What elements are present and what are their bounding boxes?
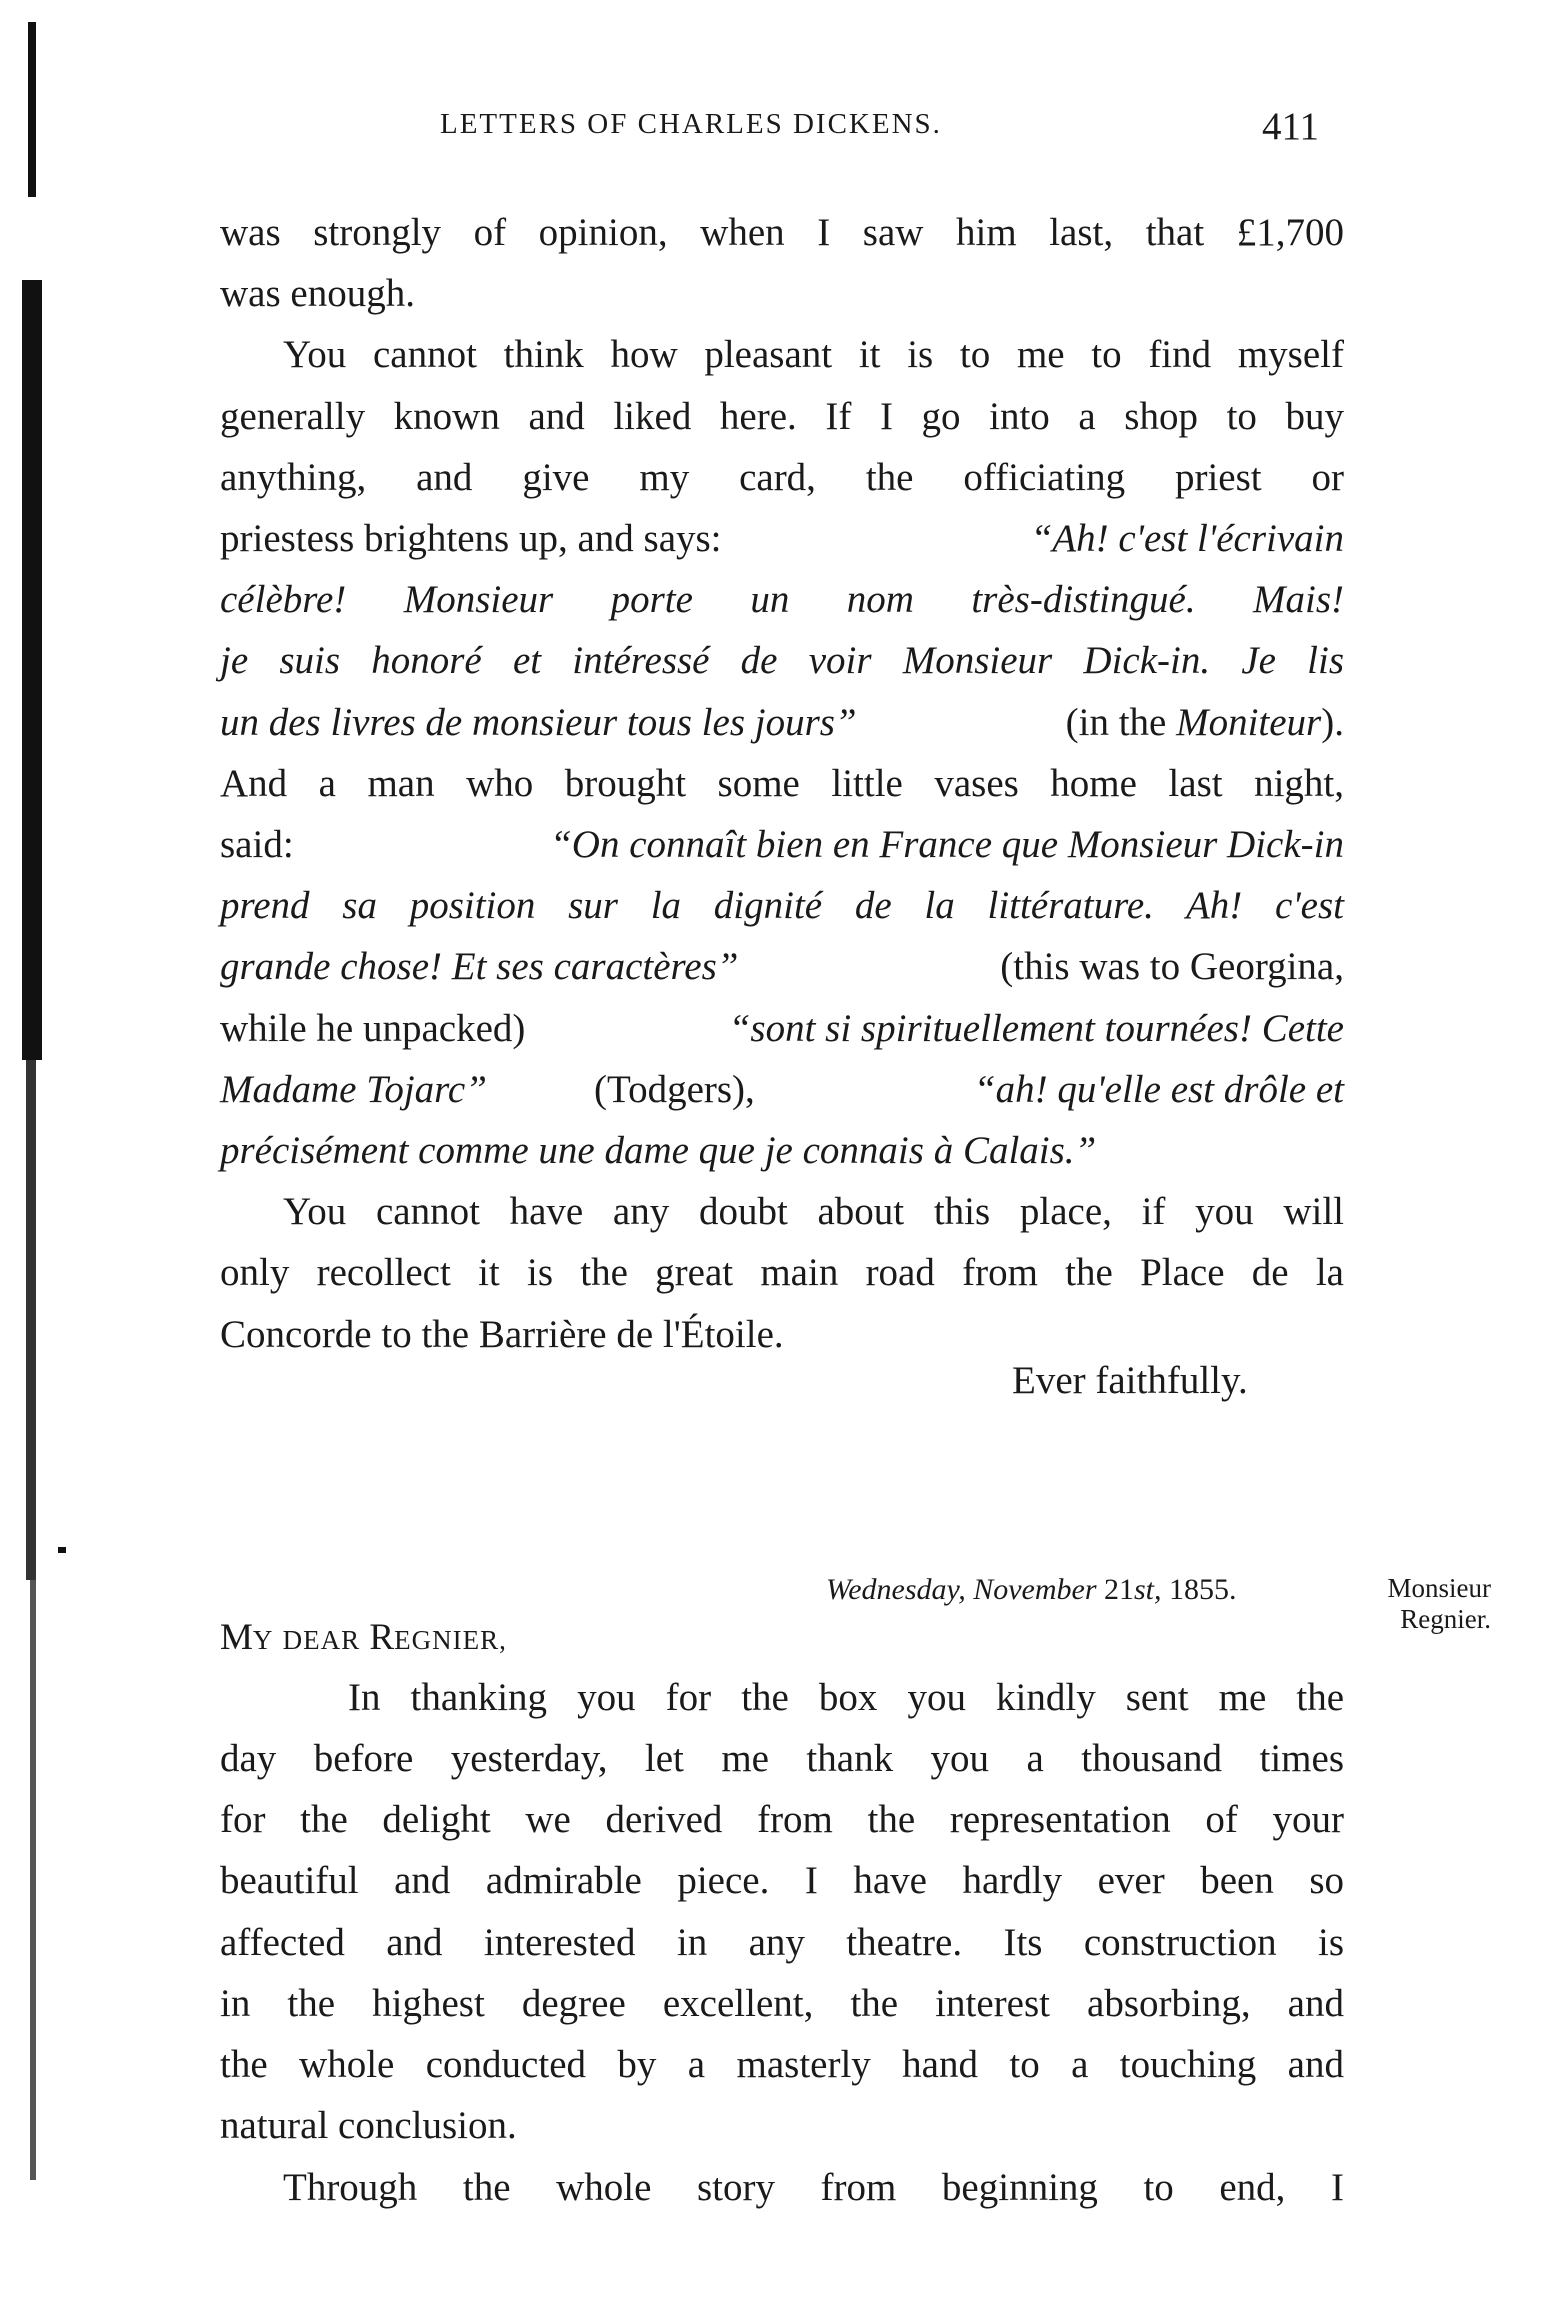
french-quote-line: prend sa position sur la dignité de la littérature. Ah! c'est xyxy=(220,884,1344,927)
text-line: in the highest degree excellent, the interest absorbing, and xyxy=(220,1982,1344,2025)
text-line: the whole conducted by a masterly hand to a touching and xyxy=(220,2043,1344,2086)
french-quote: “Ah! c'est l'écrivain xyxy=(1030,517,1344,560)
date-weekday: Wednesday, xyxy=(826,1573,966,1606)
margin-note xyxy=(1369,1573,1491,1635)
french-quote-line: je suis honoré et intéressé de voir Monsieur Dick-in. Je lis xyxy=(220,639,1344,682)
date-month: November xyxy=(973,1573,1097,1606)
margin-note-line: Regnier. xyxy=(1400,1604,1491,1635)
text-span: priestess brightens up, and says: xyxy=(220,517,722,560)
binding-mark xyxy=(22,280,42,1060)
text-span: ). xyxy=(1321,701,1344,744)
text-line: beautiful and admirable piece. I have hardly ever been so xyxy=(220,1859,1344,1902)
text-line: generally known and liked here. If I go into a shop to buy xyxy=(220,395,1344,438)
text-span: (Todgers), xyxy=(594,1068,755,1111)
text-line xyxy=(220,946,1344,989)
margin-note-line: Monsieur xyxy=(1387,1573,1491,1603)
salutation-smallcaps: DEAR xyxy=(282,1625,361,1655)
french-quote-line: célèbre! Monsieur porte un nom très-distingué. Mais! xyxy=(220,578,1344,621)
binding-mark xyxy=(28,22,36,197)
date-year: 1855. xyxy=(1169,1573,1237,1606)
text-line xyxy=(220,1008,1344,1051)
french-quote: “ah! qu'elle est drôle et xyxy=(973,1068,1344,1111)
text-line: only recollect it is the great main road from the Place de la xyxy=(220,1251,1344,1294)
text-line xyxy=(220,518,1344,561)
binding-shadow xyxy=(0,0,70,2297)
binding-mark xyxy=(30,1580,36,2180)
text-line: was strongly of opinion, when I saw him last, that £1,700 xyxy=(220,211,1344,254)
text-line: You cannot have any doubt about this place, if you will xyxy=(283,1190,1344,1233)
text-line: was enough. xyxy=(220,272,415,315)
letter-date xyxy=(826,1573,1237,1607)
date-suffix: st, xyxy=(1134,1573,1162,1606)
salutation-initial: R xyxy=(369,1617,395,1658)
text-line: affected and interested in any theatre. Its construction is xyxy=(220,1921,1344,1964)
text-line: Concorde to the Barrière de l'Étoile. xyxy=(220,1313,784,1356)
french-quote: “sont si spirituellement tournées! Cette xyxy=(728,1007,1344,1050)
french-quote: Madame Tojarc” xyxy=(220,1068,487,1111)
letter-closing: Ever faithfully. xyxy=(1012,1359,1248,1402)
salutation xyxy=(220,1616,507,1659)
text-span xyxy=(1066,702,1344,745)
text-span: (in the xyxy=(1065,701,1167,744)
text-line xyxy=(220,1069,1344,1112)
text-line: natural conclusion. xyxy=(220,2104,517,2147)
french-quote: “On connaît bien en France que Monsieur Dick-in xyxy=(550,823,1344,866)
french-quote: un des livres de monsieur tous les jours” xyxy=(220,701,857,744)
text-span: said: xyxy=(220,823,294,866)
text-span: (this was to Georgina, xyxy=(1000,945,1344,988)
text-line xyxy=(220,824,1344,867)
text-line: day before yesterday, let me thank you a thousand times xyxy=(220,1737,1344,1780)
date-day: 21 xyxy=(1104,1573,1134,1606)
text-line: Through the whole story from beginning to end, I xyxy=(283,2166,1344,2209)
salutation-name: EGNIER, xyxy=(394,1625,507,1655)
text-line xyxy=(220,702,1344,745)
binding-mark xyxy=(26,1060,36,1580)
running-title: LETTERS OF CHARLES DICKENS. xyxy=(440,108,942,140)
text-line: anything, and give my card, the officiating priest or xyxy=(220,456,1344,499)
salutation-smallcaps: Y xyxy=(252,1625,274,1655)
french-quote-line: précisément comme une dame que je connais à Calais.” xyxy=(220,1129,1097,1172)
text-line: for the delight we derived from the representation of your xyxy=(220,1798,1344,1841)
salutation-initial: M xyxy=(220,1617,253,1658)
publication-title: Moniteur xyxy=(1176,701,1322,744)
text-span: while he unpacked) xyxy=(220,1007,526,1050)
binding-mark xyxy=(58,1547,66,1553)
text-line: And a man who brought some little vases home last night, xyxy=(220,762,1344,805)
text-line: In thanking you for the box you kindly sent me the xyxy=(348,1676,1344,1719)
french-quote: grande chose! Et ses caractères” xyxy=(220,945,739,988)
text-line: You cannot think how pleasant it is to me to find myself xyxy=(283,333,1344,376)
page-number: 411 xyxy=(1262,105,1320,148)
